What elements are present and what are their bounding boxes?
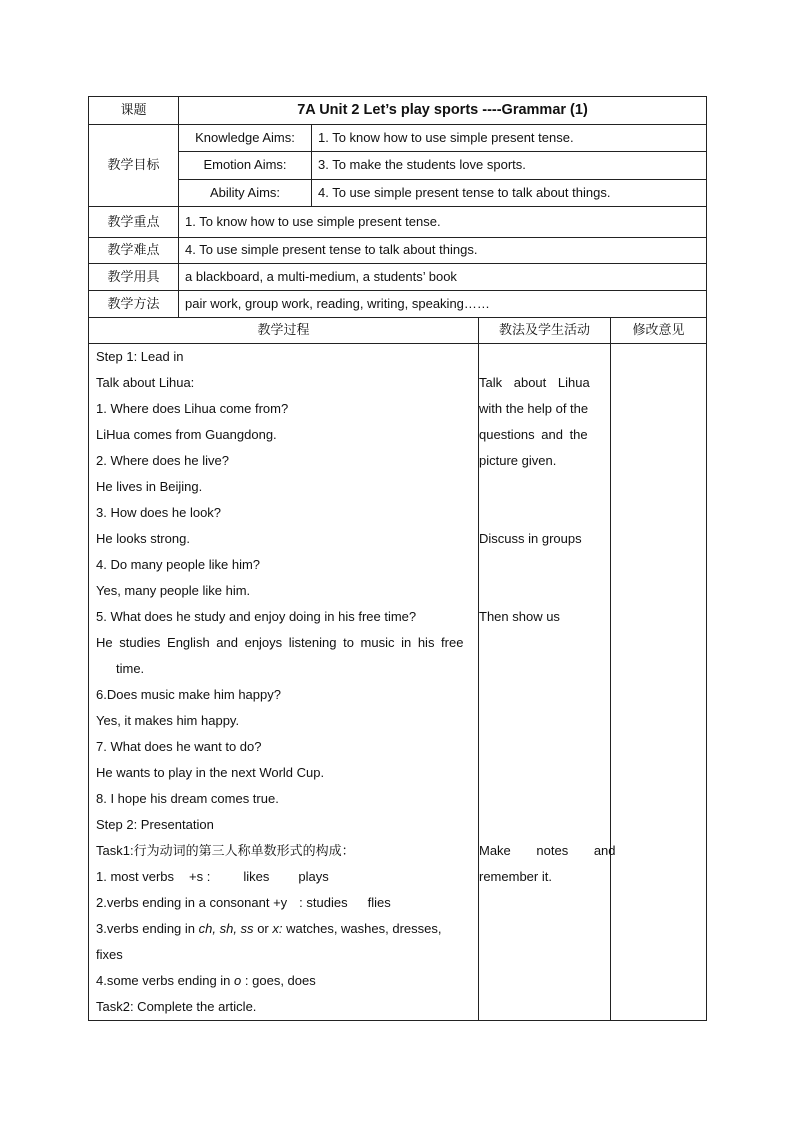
rule-line bbox=[89, 864, 478, 890]
step-heading: Step 2: Presentation bbox=[96, 817, 214, 832]
rule-line bbox=[89, 916, 478, 942]
spacer bbox=[479, 500, 610, 526]
spacer bbox=[479, 682, 610, 708]
activity-text: questions and the bbox=[479, 427, 588, 442]
methods-label: 教学方法 bbox=[89, 291, 179, 318]
activity-line: picture given. bbox=[479, 453, 557, 468]
lesson-title: 7A Unit 2 Let’s play sports ----Grammar (1) bbox=[179, 97, 707, 125]
activity-line: Then show us bbox=[479, 609, 560, 624]
answer-line: He lives in Beijing. bbox=[96, 479, 203, 494]
question-line: 5. What does he study and enjoy doing in his free time? bbox=[96, 609, 417, 624]
revision-header: 修改意见 bbox=[611, 318, 707, 344]
answer-line: He wants to play in the next World Cup. bbox=[96, 765, 325, 780]
question-line: 7. What does he want to do? bbox=[96, 739, 262, 754]
spacer bbox=[479, 474, 610, 500]
question-line: 3. How does he look? bbox=[96, 505, 222, 520]
revision-content bbox=[611, 344, 707, 1021]
knowledge-aims-value: 1. To know how to use simple present tense. bbox=[312, 125, 707, 152]
ability-aims-value: 4. To use simple present tense to talk about things. bbox=[312, 180, 707, 207]
answer-line: Yes, many people like him. bbox=[96, 583, 251, 598]
rule-example: : studies bbox=[299, 895, 348, 910]
activities-header: 教法及学生活动 bbox=[479, 318, 611, 344]
objectives-label: 教学目标 bbox=[89, 125, 179, 207]
answer-line: He looks strong. bbox=[96, 531, 190, 546]
activity-line: remember it. bbox=[479, 869, 552, 884]
key-points-value: 1. To know how to use simple present tense. bbox=[179, 207, 707, 238]
rule-example: likes bbox=[243, 869, 270, 884]
methods-value: pair work, group work, reading, writing, speaking…… bbox=[179, 291, 707, 318]
emotion-aims-label: Emotion Aims: bbox=[179, 152, 312, 180]
rule-text: 3.verbs ending in bbox=[96, 921, 196, 936]
spacer bbox=[479, 812, 610, 838]
answer-line-continued: time. bbox=[116, 661, 145, 676]
rule-text: 2.verbs ending in a consonant +y bbox=[96, 895, 288, 910]
rule-example: : goes, does bbox=[244, 973, 316, 988]
teaching-process-table bbox=[88, 317, 707, 1021]
rule-example: plays bbox=[298, 869, 329, 884]
spacer bbox=[479, 708, 610, 734]
process-content bbox=[89, 344, 479, 1021]
process-header: 教学过程 bbox=[89, 318, 479, 344]
rule-line bbox=[89, 968, 478, 994]
spacer bbox=[479, 760, 610, 786]
difficulties-label: 教学难点 bbox=[89, 238, 179, 264]
rule-text: 4.some verbs ending in bbox=[96, 973, 231, 988]
rule-example: flies bbox=[367, 895, 391, 910]
process-line: Talk about Lihua: bbox=[96, 375, 195, 390]
activity-line bbox=[479, 370, 610, 396]
answer-line bbox=[89, 630, 478, 656]
tools-label: 教学用具 bbox=[89, 264, 179, 291]
key-points-label: 教学重点 bbox=[89, 207, 179, 238]
spacer bbox=[479, 786, 610, 812]
rule-text-italic: x: bbox=[272, 921, 283, 936]
process-line: 8. I hope his dream comes true. bbox=[96, 791, 279, 806]
task-heading: Task1:行为动词的第三人称单数形式的构成： bbox=[96, 843, 355, 858]
topic-label: 课题 bbox=[89, 97, 179, 125]
spacer bbox=[479, 734, 610, 760]
question-line: 4. Do many people like him? bbox=[96, 557, 261, 572]
rule-text-italic: ch, sh, ss bbox=[198, 921, 254, 936]
question-line: 2. Where does he live? bbox=[96, 453, 229, 468]
activity-text: Make notes and bbox=[479, 843, 616, 858]
rule-line bbox=[89, 890, 478, 916]
answer-text: He studies English and enjoys listening to music in his free bbox=[96, 635, 464, 650]
activities-content bbox=[479, 344, 616, 1021]
difficulties-value: 4. To use simple present tense to talk about things. bbox=[179, 238, 707, 264]
activity-line bbox=[479, 838, 616, 864]
lesson-info-table bbox=[88, 96, 707, 318]
spacer bbox=[479, 344, 610, 370]
step-heading: Step 1: Lead in bbox=[96, 349, 184, 364]
spacer bbox=[479, 578, 610, 604]
tools-value: a blackboard, a multi-medium, a students’ book bbox=[179, 264, 707, 291]
answer-line: Yes, it makes him happy. bbox=[96, 713, 240, 728]
knowledge-aims-label: Knowledge Aims: bbox=[179, 125, 312, 152]
answer-line: LiHua comes from Guangdong. bbox=[96, 427, 277, 442]
activity-line: Discuss in groups bbox=[479, 531, 582, 546]
rule-text-italic: o bbox=[234, 973, 242, 988]
rule-text: or bbox=[257, 921, 269, 936]
rule-example: watches, washes, dresses, bbox=[286, 921, 442, 936]
task-heading: Task2: Complete the article. bbox=[96, 999, 257, 1014]
spacer bbox=[479, 552, 610, 578]
ability-aims-label: Ability Aims: bbox=[179, 180, 312, 207]
question-line: 6.Does music make him happy? bbox=[96, 687, 281, 702]
activity-line bbox=[479, 422, 610, 448]
spacer bbox=[479, 656, 610, 682]
rule-line-continued: fixes bbox=[96, 947, 123, 962]
rule-text: 1. most verbs bbox=[96, 869, 175, 884]
activity-line: with the help of the bbox=[479, 401, 589, 416]
emotion-aims-value: 3. To make the students love sports. bbox=[312, 152, 707, 180]
rule-text: +s : bbox=[189, 869, 211, 884]
activity-text: Talk about Lihua bbox=[479, 375, 590, 390]
spacer bbox=[479, 630, 610, 656]
question-line: 1. Where does Lihua come from? bbox=[96, 401, 289, 416]
